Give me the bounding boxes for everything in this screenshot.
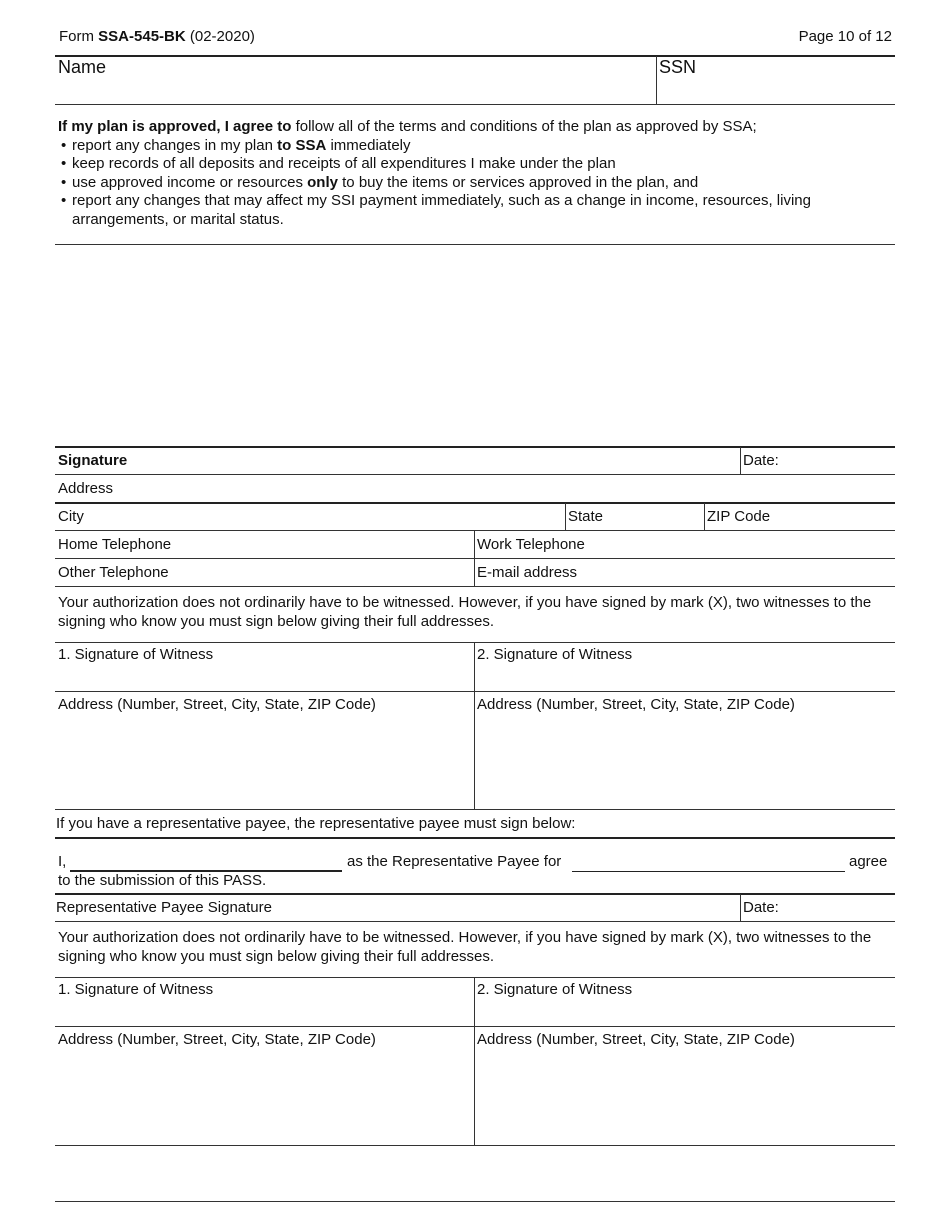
page-number: Page 10 of 12 (798, 28, 892, 45)
rep-witness-2-address-field[interactable]: Address (Number, Street, City, State, ZIP Code) (477, 1031, 795, 1048)
address-field[interactable]: Address (58, 480, 114, 497)
rep-payee-intro: If you have a representative payee, the representative payee must sign below: (56, 815, 576, 832)
divider (55, 642, 895, 643)
divider (565, 503, 566, 530)
agreement-item: • report any changes that may affect my SSI payment immediately, such as a change in income, resources, living arrangements, or marital status. (58, 192, 817, 229)
divider (55, 921, 895, 922)
divider (55, 1026, 895, 1027)
name-field[interactable]: Name (58, 57, 107, 77)
form-number: Form SSA-545-BK (02-2020) (59, 28, 255, 45)
divider (55, 586, 895, 587)
signature-date-field[interactable]: Date: (743, 452, 779, 469)
header-rule (55, 55, 895, 57)
witness-1-signature-field[interactable]: 1. Signature of Witness (58, 646, 214, 663)
rep-payee-signature-field[interactable]: Representative Payee Signature (56, 899, 272, 916)
divider (656, 56, 657, 104)
divider (740, 894, 741, 921)
divider (55, 837, 895, 839)
divider (55, 502, 895, 504)
witness-note: Your authorization does not ordinarily have to be witnessed. However, if you have signed by mark (X), two witnesses to the signing who know you must sign below giving their full addresses. (58, 594, 872, 630)
work-telephone-field[interactable]: Work Telephone (477, 536, 585, 553)
divider (55, 809, 895, 810)
zip-code-field[interactable]: ZIP Code (707, 508, 771, 525)
witness-1-address-field[interactable]: Address (Number, Street, City, State, ZIP Code) (58, 696, 376, 713)
divider (55, 977, 895, 978)
rep-witness-1-address-field[interactable]: Address (Number, Street, City, State, ZIP Code) (58, 1031, 376, 1048)
divider (55, 558, 895, 559)
divider (474, 643, 475, 809)
divider (55, 893, 895, 895)
agreement-item: • keep records of all deposits and receipts of all expenditures I make under the plan (58, 155, 838, 174)
divider (55, 104, 895, 105)
divider (55, 530, 895, 531)
divider (55, 691, 895, 692)
beneficiary-name-input[interactable] (572, 871, 845, 876)
agreement-item: • use approved income or resources only to buy the items or services approved in the plan, and (58, 174, 838, 193)
witness-2-address-field[interactable]: Address (Number, Street, City, State, ZIP Code) (477, 696, 795, 713)
witness-note: Your authorization does not ordinarily have to be witnessed. However, if you have signed by mark (X), two witnesses to the signing who know you must sign below giving their full addresses. (58, 929, 872, 965)
state-field[interactable]: State (568, 508, 604, 525)
divider (55, 474, 895, 475)
witness-2-signature-field[interactable]: 2. Signature of Witness (477, 646, 633, 663)
city-field[interactable]: City (58, 508, 84, 525)
rep-payee-as-label: as the Representative Payee for (347, 853, 562, 870)
divider (704, 503, 705, 530)
other-telephone-field[interactable]: Other Telephone (58, 564, 169, 581)
divider (55, 1145, 895, 1146)
rep-payee-submission-label: to the submission of this PASS. (58, 872, 267, 889)
home-telephone-field[interactable]: Home Telephone (58, 536, 172, 553)
divider (740, 447, 741, 474)
agreement-list (58, 137, 838, 230)
signature-field[interactable]: Signature (58, 452, 128, 469)
rep-witness-2-signature-field[interactable]: 2. Signature of Witness (477, 981, 633, 998)
rep-payee-agree-label: agree (849, 853, 888, 870)
agreement-intro: If my plan is approved, I agree to follow all of the terms and conditions of the plan as approved by SSA; (58, 118, 757, 135)
agreement-terms (58, 118, 838, 229)
rep-witness-1-signature-field[interactable]: 1. Signature of Witness (58, 981, 214, 998)
ssn-field[interactable]: SSN (659, 57, 697, 77)
divider (474, 978, 475, 1145)
rep-payee-date-field[interactable]: Date: (743, 899, 779, 916)
rep-payee-i-label: I, (58, 853, 67, 870)
signature-block-top (55, 446, 895, 448)
divider (55, 244, 895, 245)
email-field[interactable]: E-mail address (477, 564, 578, 581)
agreement-item: • report any changes in my plan to SSA immediately (58, 137, 838, 156)
footer-rule (55, 1201, 895, 1202)
